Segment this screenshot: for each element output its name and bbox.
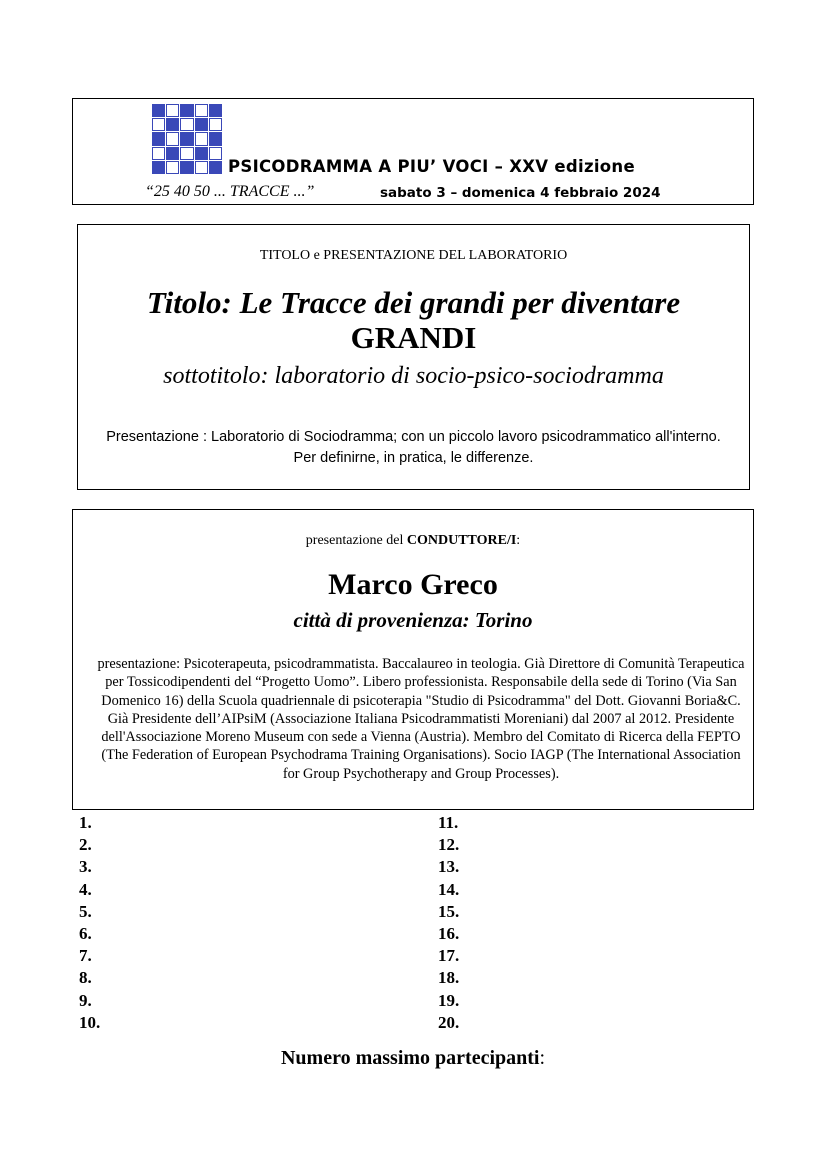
logo-tile [180, 118, 193, 131]
conductor-bio: presentazione: Psicoterapeuta, psicodrammatista. Baccalaureo in teologia. Già Direttore di Comunità Terapeutica per Tossicodipendenti del “Progetto Uomo”. Libero professionista. Responsabile della sede di Torino (Via San Domenico 16) della Scuola quadriennale di psicoterapia "Studio di Psicodramma" del Dott. Giovanni Boria&C. Già Presidente dell’AIPsiM (Associazione Italiana Psicodrammatisti Moreniani) dal 2007 al 2012. Presidente dell'Associazione Moreno Museum con sede a Vienna (Austria). Membro del Comitato di Ricerca della FEPTO (The Federation of European Psychodrama Training Organisations). Socio IAGP (The International Association for Group Psychotherapy and Group Processes). [97, 656, 745, 782]
participant-line: 9. [79, 990, 92, 1010]
participant-line: 7. [79, 946, 92, 966]
workshop-title [98, 285, 729, 355]
logo-tile [195, 104, 208, 117]
logo-tile [166, 147, 179, 160]
conductor-label-suffix: : [516, 533, 521, 548]
participant-line: 4. [79, 879, 92, 899]
participant-line: 14. [438, 879, 460, 899]
conductor-label [73, 533, 753, 549]
conductor-name: Marco Greco [328, 568, 498, 601]
logo-tile [166, 104, 179, 117]
logo-tile [209, 132, 222, 145]
workshop-subtitle: sottotitolo: laboratorio di socio-psico-sociodramma [163, 363, 664, 389]
logo-tile [180, 104, 193, 117]
event-title: PSICODRAMMA A PIU’ VOCI – XXV edizione [228, 157, 635, 176]
logo-tile [152, 147, 165, 160]
participant-line: 12. [438, 835, 460, 855]
event-motto: “25 40 50 ... TRACCE ...” [145, 183, 315, 200]
logo-tile [195, 118, 208, 131]
logo-tile [152, 132, 165, 145]
logo-tile [166, 161, 179, 174]
participant-list-right [438, 812, 459, 1034]
conductor-city: città di provenienza: Torino [293, 608, 533, 632]
participant-line: 19. [438, 990, 460, 1010]
workshop-description: Presentazione : Laboratorio di Sociodramma; con un piccolo lavoro psicodrammatico all'interno. Per definirne, in pratica, le differenze. [106, 429, 721, 466]
participant-line: 3. [79, 857, 92, 877]
max-participants-label: Numero massimo partecipanti [280, 1047, 540, 1069]
logo-tile [209, 104, 222, 117]
logo-tile [152, 161, 165, 174]
logo-tile [166, 132, 179, 145]
logo-tile [209, 118, 222, 131]
participant-line: 18. [438, 968, 460, 988]
logo-tile [180, 147, 193, 160]
participant-line: 10. [79, 1012, 101, 1032]
workshop-section [77, 224, 750, 490]
participant-line: 17. [438, 946, 460, 966]
participant-line: 5. [79, 901, 92, 921]
logo-tile [195, 132, 208, 145]
conductor-label-bold: CONDUTTORE/I [406, 533, 517, 548]
conductor-section [72, 509, 754, 810]
logo-tile [195, 147, 208, 160]
logo-tile [166, 118, 179, 131]
participant-line: 2. [79, 835, 92, 855]
event-header [72, 98, 754, 205]
conductor-label-prefix: presentazione del [305, 533, 407, 548]
logo-tile [180, 132, 193, 145]
workshop-title-line1: Titolo: Le Tracce dei grandi per diventare [146, 285, 681, 320]
logo-tile [152, 104, 165, 117]
event-dates: sabato 3 – domenica 4 febbraio 2024 [380, 185, 661, 201]
logo-icon [152, 104, 222, 174]
participant-line: 16. [438, 923, 460, 943]
workshop-label: TITOLO e PRESENTAZIONE DEL LABORATORIO [259, 248, 568, 263]
participant-line: 1. [79, 813, 92, 832]
logo-tile [195, 161, 208, 174]
participant-line: 11. [438, 813, 459, 832]
participant-line: 13. [438, 857, 460, 877]
participant-line: 8. [79, 968, 92, 988]
participant-list-left [79, 812, 100, 1034]
logo-tile [152, 118, 165, 131]
max-participants [0, 1047, 826, 1070]
logo-tile [180, 161, 193, 174]
workshop-title-line2: GRANDI [350, 320, 477, 355]
max-participants-colon: : [539, 1047, 546, 1069]
logo-tile [209, 147, 222, 160]
participant-line: 6. [79, 923, 92, 943]
participant-line: 20. [438, 1012, 460, 1032]
logo-tile [209, 161, 222, 174]
participant-line: 15. [438, 901, 460, 921]
